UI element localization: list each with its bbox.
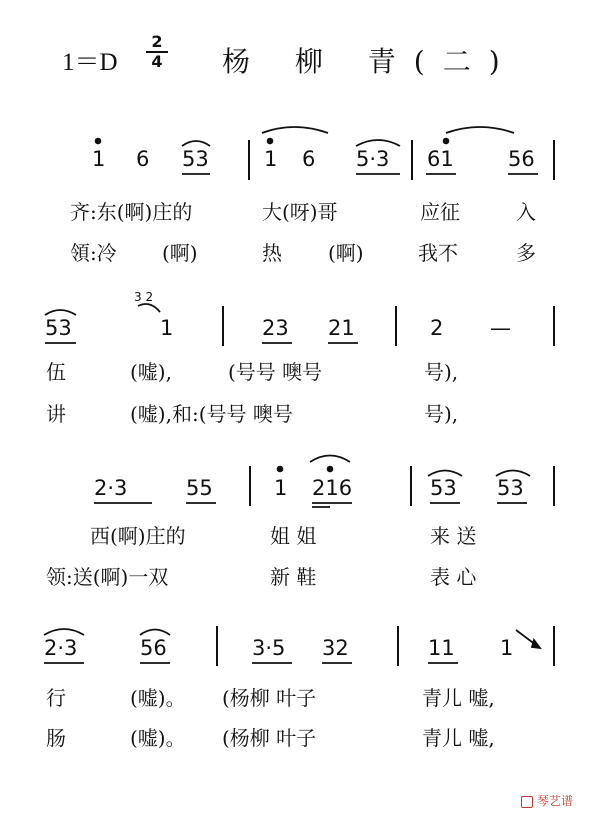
note: 216 (312, 476, 353, 500)
lyric-line-2: (啊) (328, 241, 364, 265)
note: 3·5 (252, 636, 286, 660)
note: 53 (430, 476, 457, 500)
lyric-line-1: 青儿 嘘, (422, 686, 495, 710)
slur (140, 630, 170, 636)
note: 32 (322, 636, 349, 660)
key-signature: 1＝D (62, 49, 118, 76)
lyric-line-1: 西(啊)庄的 (90, 524, 186, 548)
dash: — (490, 316, 511, 340)
note: 56 (508, 147, 535, 171)
note: 21 (328, 316, 355, 340)
octave-dot (278, 467, 283, 472)
slur (446, 127, 514, 133)
lyric-line-2: 多 (516, 241, 536, 265)
lyric-line-2: 表 心 (430, 565, 477, 589)
lyric-line-2: 新 鞋 (270, 565, 317, 589)
logo-text: 琴艺谱 (536, 794, 573, 808)
lyric-line-2: 热 (262, 241, 282, 265)
lyric-line-1: 入 (516, 200, 536, 224)
lyric-line-1: (号号 噢号 (228, 360, 323, 384)
lyric-line-2: 领:送(啊)一双 (46, 565, 169, 589)
lyric-line-1: 来 送 (430, 524, 477, 548)
glide-arrow-head (532, 640, 540, 648)
note: 6 (302, 147, 316, 171)
note: 23 (262, 316, 289, 340)
lyric-line-1: 行 (46, 686, 66, 710)
note: 5·3 (356, 147, 390, 171)
slur (138, 304, 160, 312)
note: 1 (500, 636, 514, 660)
note: 61 (427, 147, 454, 171)
note: 1 (264, 147, 278, 171)
time-denominator: 4 (151, 52, 163, 71)
lyric-line-2: 讲 (46, 402, 66, 426)
lyric-line-1: 伍 (46, 360, 66, 384)
note: 2·3 (44, 636, 78, 660)
slur (496, 471, 530, 477)
note: 56 (140, 636, 167, 660)
lyric-line-2: 我不 (418, 241, 458, 265)
lyric-line-2: 肠 (46, 726, 66, 750)
lyric-line-2: 青儿 嘘, (422, 726, 495, 750)
note: 1 (92, 147, 106, 171)
lyric-line-1: 号), (424, 360, 459, 384)
note: 1 (274, 476, 288, 500)
note: 6 (136, 147, 150, 171)
lyric-line-2: 号), (424, 402, 459, 426)
octave-dot (96, 139, 101, 144)
lyric-line-2: (杨柳 叶子 (222, 726, 317, 750)
note: 2·3 (94, 476, 128, 500)
slur (44, 629, 84, 635)
note: 2 (430, 316, 444, 340)
octave-dot (328, 467, 333, 472)
note: 53 (182, 147, 209, 171)
lyric-line-1: (杨柳 叶子 (222, 686, 317, 710)
lyric-line-2: (嘘)。 (130, 726, 186, 750)
time-numerator: 2 (151, 32, 163, 51)
song-title: 杨 柳 青(二) (222, 45, 518, 78)
lyric-line-1: 齐:东(啊)庄的 (70, 200, 193, 224)
slur (45, 310, 76, 315)
slur (182, 141, 210, 146)
logo (521, 792, 573, 809)
grace-notes: 3 2 (134, 290, 154, 304)
lyric-line-1: (嘘), (130, 360, 172, 384)
note: 53 (497, 476, 524, 500)
lyric-line-2: (嘘),和:(号号 噢号 (130, 402, 293, 426)
lyric-line-2: 領:冷 (70, 241, 117, 265)
lyric-line-1: (嘘)。 (130, 686, 186, 710)
note: 53 (45, 316, 72, 340)
lyric-line-1: 大(呀)哥 (262, 200, 338, 224)
slur (356, 140, 400, 146)
lyric-line-2: (啊) (162, 241, 198, 265)
note: 1 (160, 316, 174, 340)
note: 55 (186, 476, 213, 500)
logo-icon (521, 796, 533, 808)
slur (262, 127, 328, 133)
octave-dot (268, 139, 273, 144)
octave-dot (444, 139, 449, 144)
slur (428, 471, 462, 477)
note: 11 (428, 636, 455, 660)
lyric-line-1: 姐 姐 (270, 524, 317, 548)
slur (310, 456, 350, 463)
lyric-line-1: 应征 (420, 200, 460, 224)
